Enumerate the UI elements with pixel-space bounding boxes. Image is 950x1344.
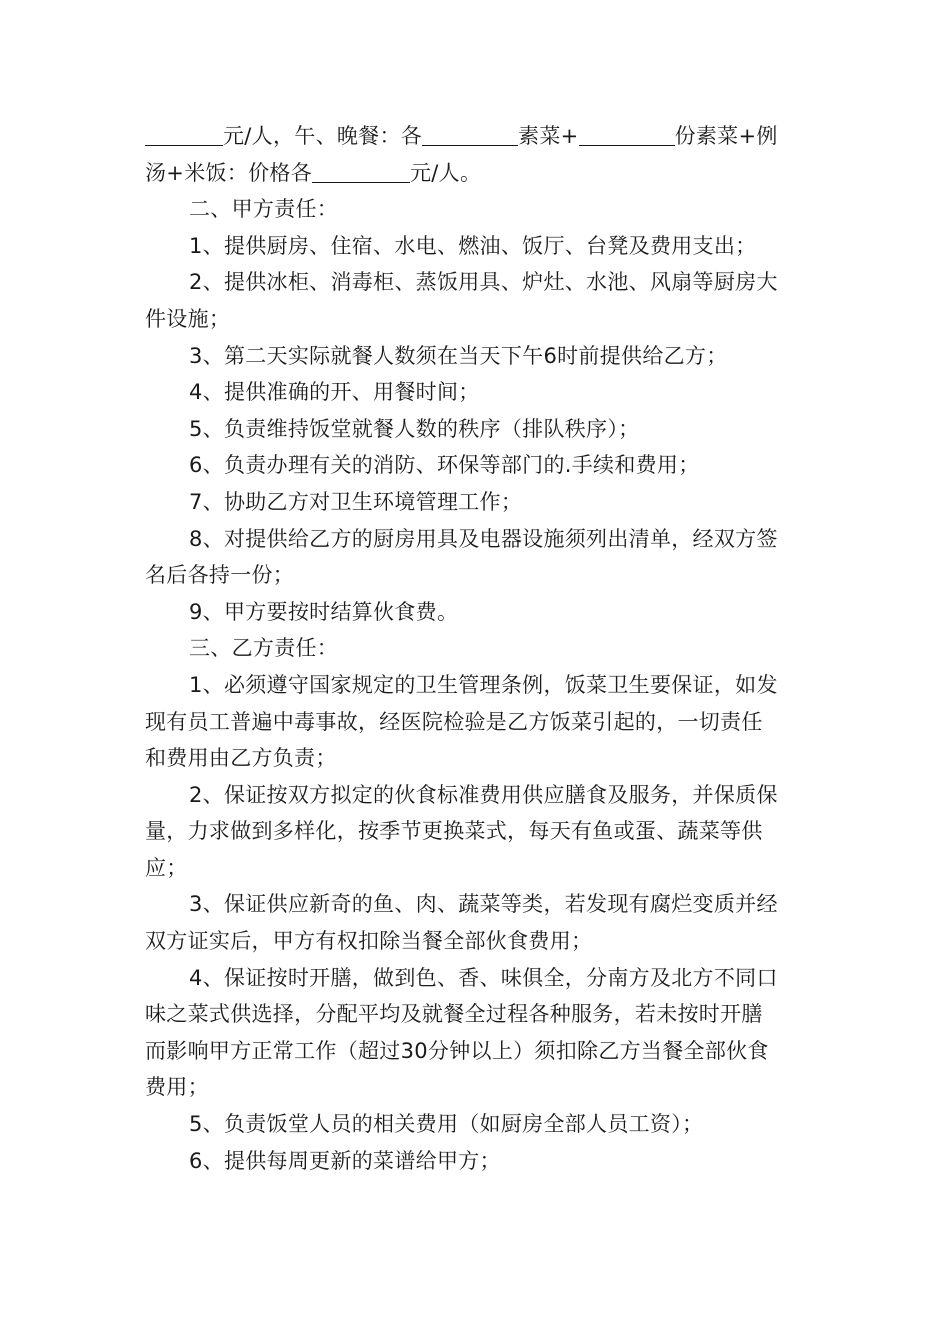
paragraph-line: 5、负责饭堂人员的相关费用（如厨房全部人员工资）； — [189, 1112, 704, 1137]
paragraph-line: 8、对提供给乙方的厨房用具及电器设施须列出清单，经双方签 — [189, 526, 778, 551]
paragraph-line: 1、提供厨房、住宿、水电、燃油、饭厅、台凳及费用支出； — [189, 233, 757, 258]
paragraph-line: 1、必须遵守国家规定的卫生管理条例，饭菜卫生要保证，如发 — [189, 672, 778, 697]
paragraph-line: 现有员工普遍中毒事故，经医院检验是乙方饭菜引起的，一切责任 — [145, 709, 763, 734]
paragraph-line: 5、负责维持饭堂就餐人数的秩序（排队秩序）； — [189, 416, 640, 441]
paragraph-line: 2、保证按双方拟定的伙食标准费用供应膳食及服务，并保质保 — [189, 782, 778, 807]
intro-text: 汤+米饭：价格各 — [145, 160, 312, 185]
paragraph-line: 应； — [145, 855, 188, 880]
intro-text: 元/人，午、晚餐：各 — [223, 124, 423, 148]
paragraph-line: 7、协助乙方对卫生环境管理工作； — [189, 489, 523, 514]
fill-in-blank — [422, 123, 518, 146]
fill-in-blank — [579, 123, 675, 146]
fill-in-blank — [145, 123, 223, 146]
paragraph-line: 量，力求做到多样化，按季节更换菜式，每天有鱼或蛋、蔬菜等供 — [145, 819, 763, 844]
paragraph-line: 件设施； — [145, 306, 231, 331]
paragraph-line: 3、第二天实际就餐人数须在当天下午6时前提供给乙方； — [189, 343, 728, 368]
paragraph-line: 和费用由乙方负责； — [145, 746, 337, 771]
paragraph-line: 3、保证供应新奇的鱼、肉、蔬菜等类，若发现有腐烂变质并经 — [189, 892, 778, 917]
intro-line-1 — [145, 118, 810, 155]
fill-in-blank — [312, 160, 410, 183]
paragraph-line: 费用； — [145, 1075, 209, 1100]
paragraph-line: 而影响甲方正常工作（超过30分钟以上）须扣除乙方当餐全部伙食 — [145, 1038, 769, 1063]
intro-text: 份素菜+例 — [674, 124, 778, 148]
intro-line-2 — [145, 155, 810, 192]
paragraph-line: 9、甲方要按时结算伙食费。 — [189, 599, 459, 624]
intro-text: 元/人。 — [410, 160, 482, 185]
paragraph-line: 4、保证按时开膳，做到色、香、味俱全，分南方及北方不同口 — [189, 965, 778, 990]
intro-text: 素菜+ — [518, 124, 579, 148]
paragraph-line: 双方证实后，甲方有权扣除当餐全部伙食费用； — [145, 929, 593, 954]
paragraph-line: 4、提供准确的开、用餐时间； — [189, 380, 480, 405]
paragraph-line: 6、提供每周更新的菜谱给甲方； — [189, 1148, 501, 1173]
paragraph-line: 6、负责办理有关的消防、环保等部门的.手续和费用； — [189, 453, 700, 478]
document-page — [145, 118, 810, 1179]
section-heading: 三、乙方责任： — [189, 636, 339, 661]
paragraph-line: 名后各持一份； — [145, 563, 295, 588]
paragraph-line: 味之菜式供选择，分配平均及就餐全过程各种服务，若未按时开膳 — [145, 1002, 763, 1027]
paragraph-line: 2、提供冰柜、消毒柜、蒸饭用具、炉灶、水池、风扇等厨房大 — [189, 270, 778, 295]
section-heading: 二、甲方责任： — [189, 197, 339, 222]
